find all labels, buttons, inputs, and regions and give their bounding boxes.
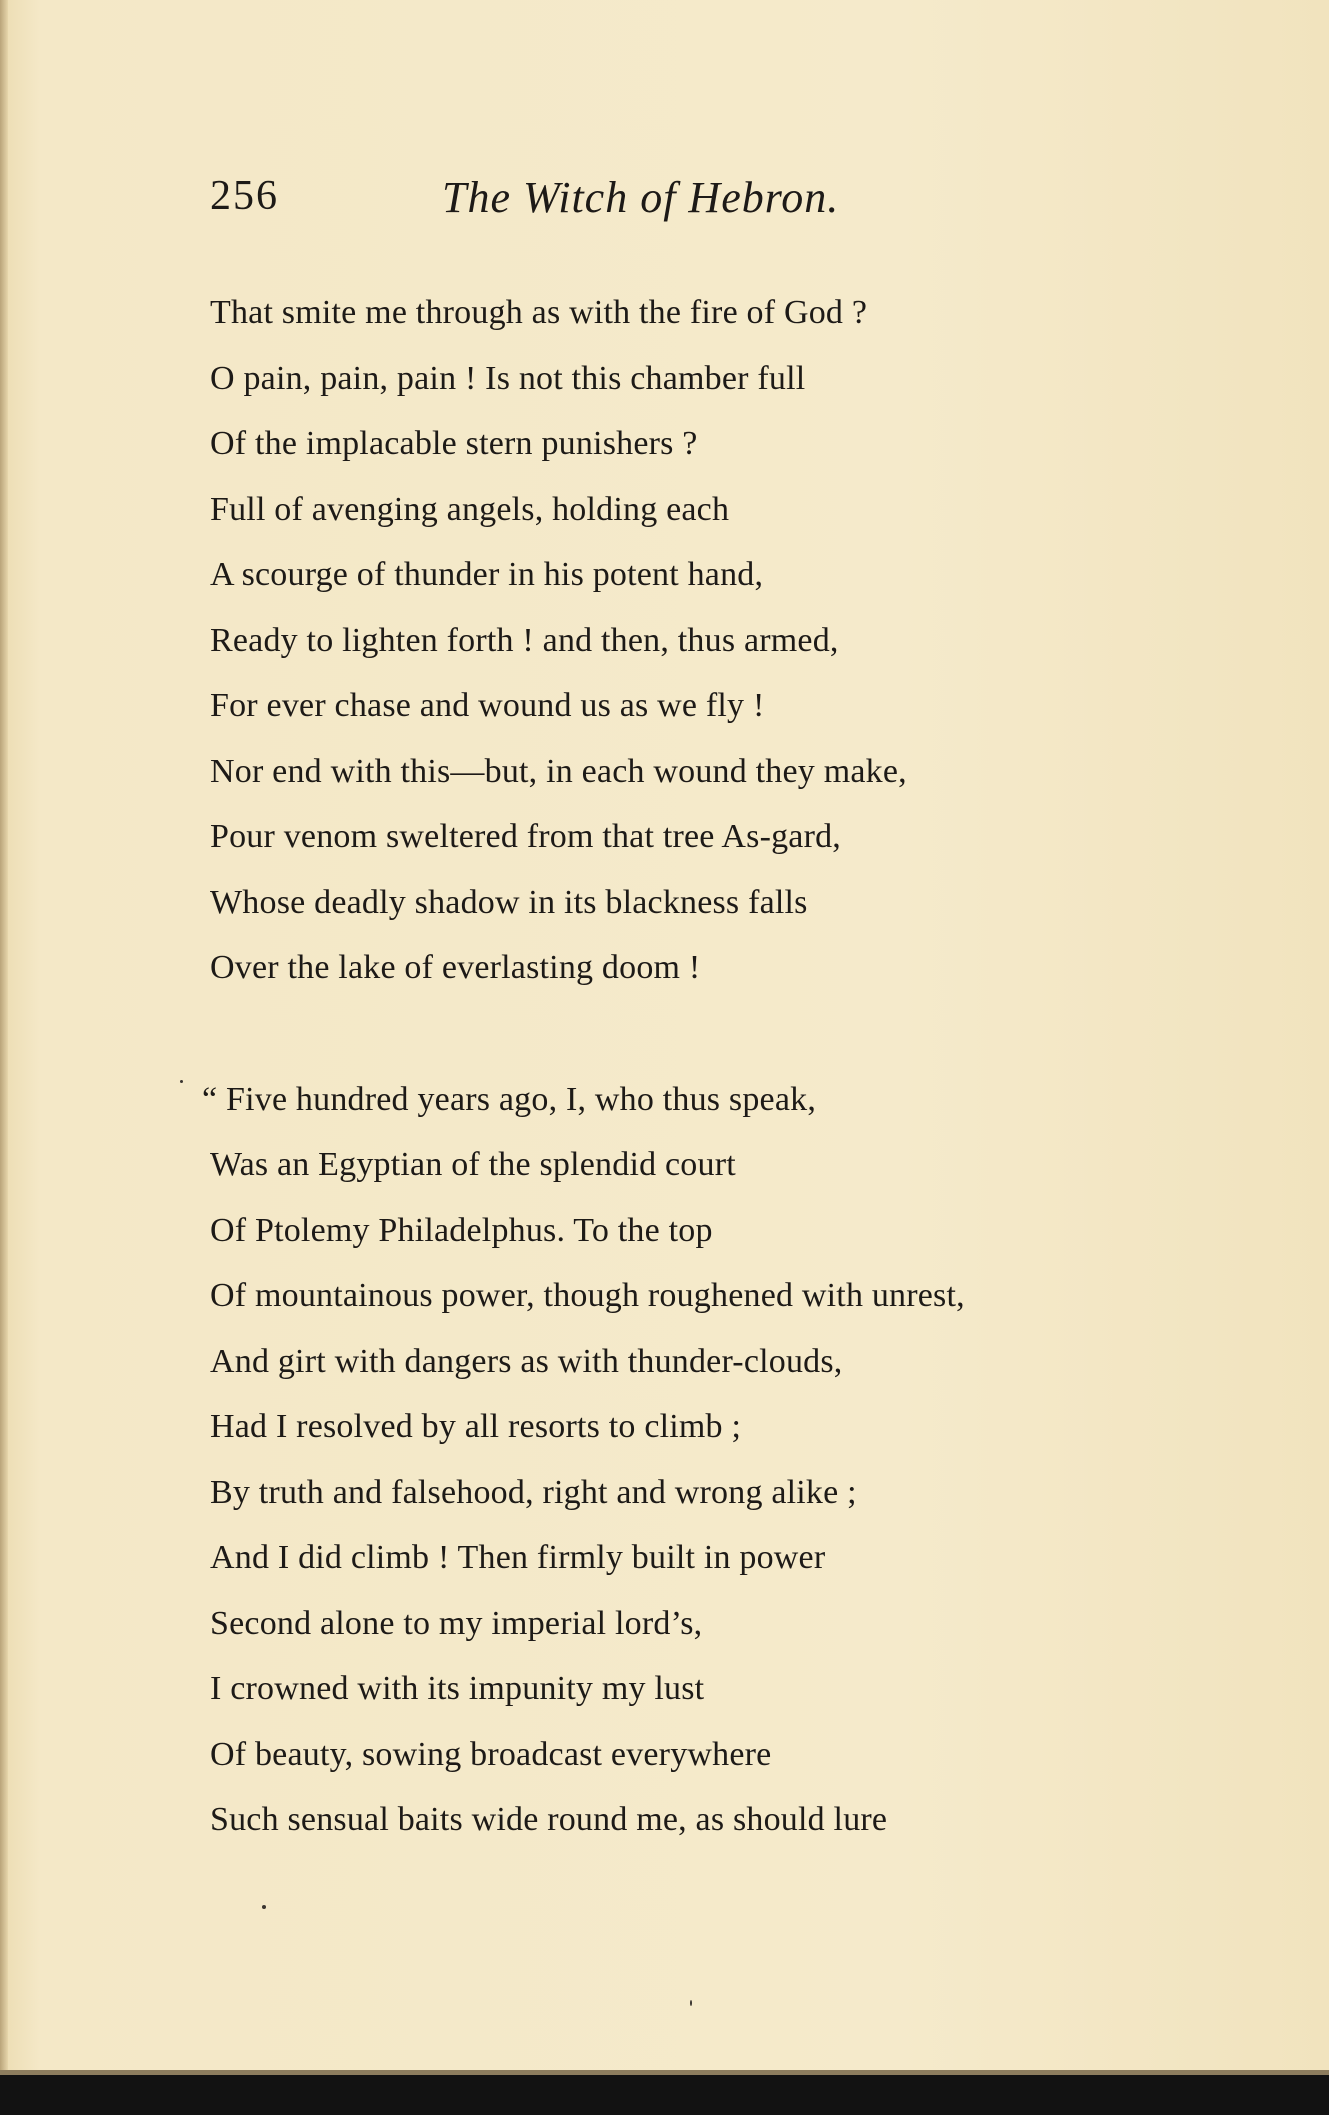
page-number: 256 xyxy=(210,173,279,219)
verse-line: O pain, pain, pain ! Is not this chamber full xyxy=(210,359,806,397)
verse-line: Of mountainous power, though roughened with unrest, xyxy=(210,1277,965,1314)
verse-line: Over the lake of everlasting doom ! xyxy=(210,949,701,986)
ink-speck xyxy=(262,1905,266,1909)
verse-line: And girt with dangers as with thunder-clouds, xyxy=(210,1342,843,1380)
verse-line: Of the implacable stern punishers ? xyxy=(210,425,698,462)
page-gutter-shadow xyxy=(0,0,8,2075)
running-header xyxy=(210,172,970,232)
stanza-break xyxy=(210,1001,1210,1067)
verse-line: “ Five hundred years ago, I, who thus speak, xyxy=(202,1080,817,1118)
poem-text xyxy=(202,280,1210,1853)
verse-line: Such sensual baits wide round me, as should lure xyxy=(210,1801,888,1838)
verse-line: Second alone to my imperial lord’s, xyxy=(210,1604,703,1642)
verse-line: Was an Egyptian of the splendid court xyxy=(210,1146,736,1183)
verse-line: For ever chase and wound us as we fly ! xyxy=(210,687,765,724)
ink-speck xyxy=(180,1080,183,1083)
verse-line: By truth and falsehood, right and wrong alike ; xyxy=(210,1473,857,1511)
verse-line: I crowned with its impunity my lust xyxy=(210,1670,705,1707)
verse-line: Of beauty, sowing broadcast everywhere xyxy=(210,1735,772,1773)
scan-border xyxy=(0,2075,1329,2115)
verse-line: Nor end with this—but, in each wound they make, xyxy=(210,752,907,790)
verse-line: And I did climb ! Then firmly built in power xyxy=(210,1539,826,1576)
verse-line: Pour venom sweltered from that tree As-gard, xyxy=(210,818,842,855)
verse-line: Whose deadly shadow in its blackness falls xyxy=(210,883,808,921)
ink-speck xyxy=(690,2000,692,2006)
verse-line: That smite me through as with the fire of God ? xyxy=(210,294,868,331)
running-title: The Witch of Hebron. xyxy=(442,173,840,222)
verse-line: Of Ptolemy Philadelphus. To the top xyxy=(210,1211,713,1249)
verse-line: A scourge of thunder in his potent hand, xyxy=(210,556,764,593)
verse-line: Had I resolved by all resorts to climb ; xyxy=(210,1408,742,1445)
verse-line: Full of avenging angels, holding each xyxy=(210,490,730,528)
verse-line: Ready to lighten forth ! and then, thus armed, xyxy=(210,621,839,659)
